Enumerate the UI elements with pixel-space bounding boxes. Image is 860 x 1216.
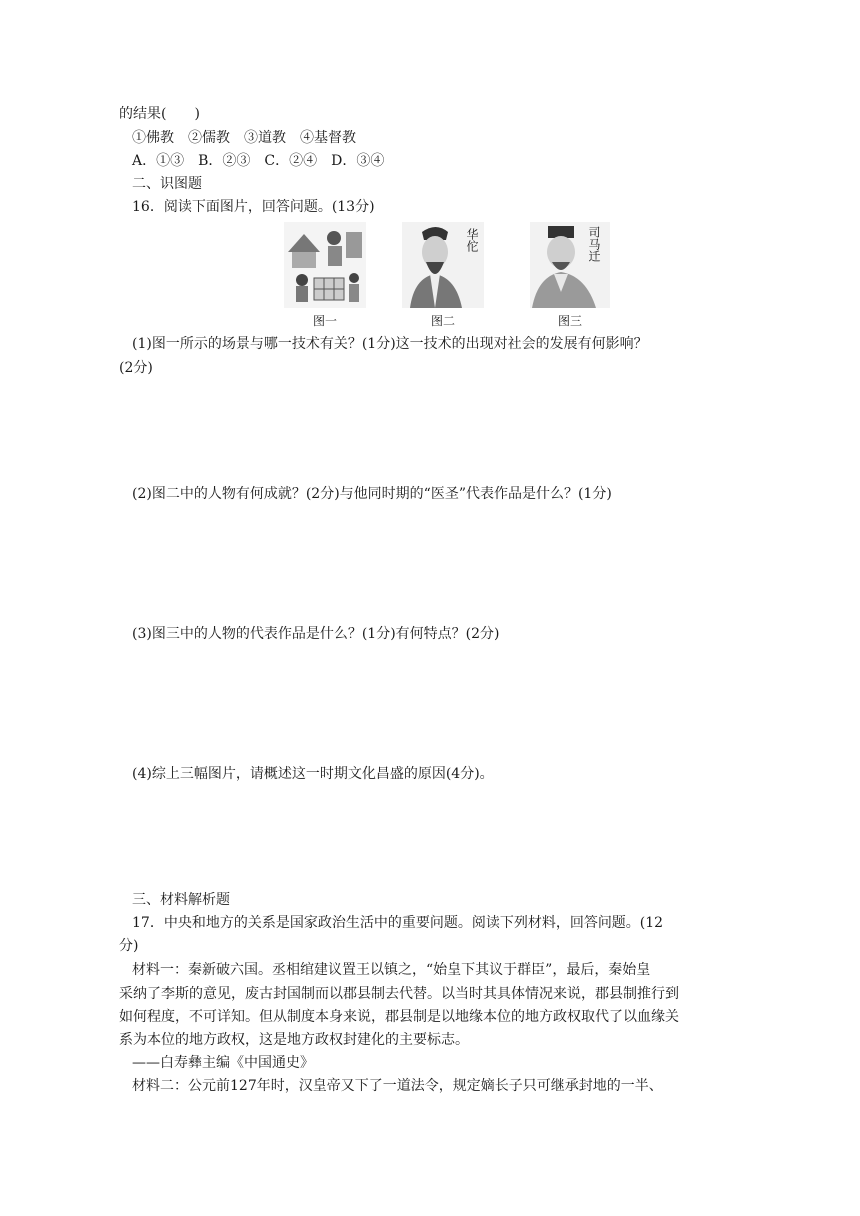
q16-part1-line1: (1)图一所示的场景与哪一技术有关？(1分)这一技术的出现对社会的发展有何影响？ xyxy=(132,336,648,352)
figure-1 xyxy=(284,222,366,328)
material1-line4: 系为本位的地方政权，这是地方政权封建化的主要标志。 xyxy=(119,1032,469,1048)
figure-row xyxy=(280,222,620,330)
papermaking-scene-icon xyxy=(284,222,366,308)
section2-title: 二、识图题 xyxy=(132,176,202,192)
figure-2-caption: 图二 xyxy=(430,314,455,328)
q15-tail: 的结果( ) xyxy=(119,106,200,122)
q17-stem-line2: 分) xyxy=(119,938,139,954)
figure-3-label: 司马迁 xyxy=(587,226,601,262)
material1-line3: 如何程度，不可详知。但从制度本身来说，郡县制是以地缘本位的地方政权取代了以血缘关 xyxy=(119,1009,679,1025)
q16-stem: 16．阅读下面图片，回答问题。(13分) xyxy=(132,199,375,215)
material1-line2: 采纳了李斯的意见，废古封国制而以郡县制去代替。以当时其具体情况来说，郡县制推行到 xyxy=(119,986,679,1002)
q17-stem-line1: 17．中央和地方的关系是国家政治生活中的重要问题。阅读下列材料，回答问题。(12 xyxy=(132,915,664,931)
figure-3 xyxy=(530,222,610,328)
material1-line1: 材料一：秦新破六国。丞相绾建议置王以镇之，“始皇下其议于群臣”，最后，秦始皇 xyxy=(132,962,651,978)
q16-part1-line2: (2分) xyxy=(119,360,153,376)
figure-2 xyxy=(402,222,484,328)
q16-part3: (3)图三中的人物的代表作品是什么？(1分)有何特点？(2分) xyxy=(132,626,500,642)
section3-title: 三、材料解析题 xyxy=(132,892,230,908)
q16-part2: (2)图二中的人物有何成就？(2分)与他同时期的“医圣”代表作品是什么？(1分) xyxy=(132,486,612,502)
q15-options: A．①③ B．②③ C．②④ D．③④ xyxy=(132,153,385,169)
figure-2-label: 华佗 xyxy=(465,228,479,252)
q15-items: ①佛教 ②儒教 ③道教 ④基督教 xyxy=(132,130,356,146)
figure-3-caption: 图三 xyxy=(557,314,582,328)
material1-source: ——白寿彝主编《中国通史》 xyxy=(132,1055,314,1071)
material2-line1: 材料二：公元前127年时，汉皇帝又下了一道法令，规定嫡长子只可继承封地的一半、 xyxy=(132,1078,663,1094)
figure-1-caption: 图一 xyxy=(312,314,337,328)
q16-part4: (4)综上三幅图片，请概述这一时期文化昌盛的原因(4分)。 xyxy=(132,766,494,782)
